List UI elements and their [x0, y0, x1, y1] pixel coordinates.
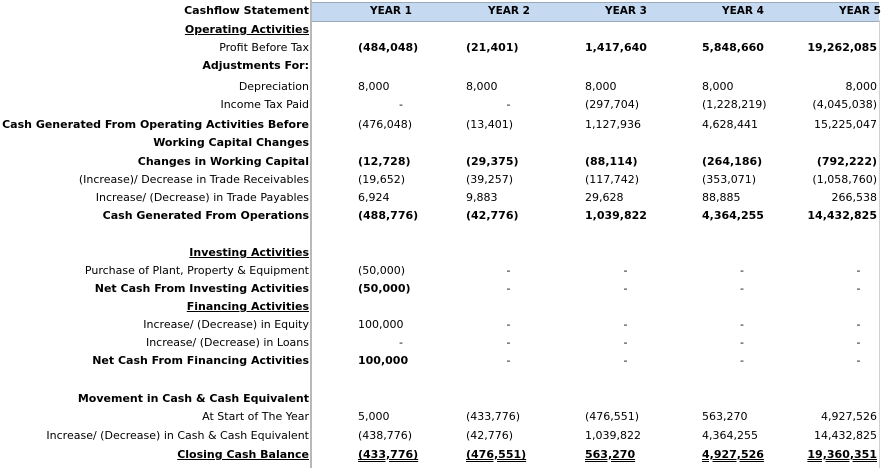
year-1-value: 100,000: [358, 318, 404, 331]
year-3-value: 1,039,822: [585, 429, 641, 442]
year-2-value: -: [506, 282, 511, 295]
year-3-value: (297,704): [585, 98, 640, 111]
table-row: [0, 57, 891, 75]
year-3-value: (476,551): [585, 410, 640, 423]
row-label: Cash Generated From Operations: [102, 209, 309, 222]
year-1-value: (476,048): [358, 118, 413, 131]
row-label: Investing Activities: [189, 246, 309, 259]
row-label: Net Cash From Investing Activities: [94, 282, 309, 295]
row-label: (Increase)/ Decrease in Trade Receivables: [78, 173, 309, 186]
year-5-value: 4,927,526: [821, 410, 877, 423]
year-1-value: -: [399, 336, 403, 349]
sheet-title: Cashflow Statement: [184, 4, 309, 17]
year-3-value: 1,127,936: [585, 118, 641, 131]
year-3-value: [527, 298, 644, 316]
year-5-value: [760, 21, 877, 39]
year-2-value: [410, 57, 527, 75]
year-3-value: -: [623, 264, 628, 277]
year-4-value: 563,270: [702, 410, 748, 423]
table-row: [0, 352, 891, 370]
year-3-value: -: [623, 336, 628, 349]
year-2-value: [410, 298, 527, 316]
year-5-value: (792,222): [816, 155, 877, 168]
year-5-header: YEAR 5: [839, 5, 881, 17]
row-label: Increase/ (Decrease) in Trade Payables: [95, 191, 309, 204]
row-label: Adjustments For:: [202, 59, 309, 72]
year-1-value: [312, 244, 410, 262]
year-3-value: [527, 244, 644, 262]
table-row: [0, 189, 891, 207]
year-4-value: [644, 390, 760, 408]
year-5-value: 15,225,047: [814, 118, 877, 131]
row-label: At Start of The Year: [202, 410, 309, 423]
row-label: Cash Generated From Operating Activities Before: [2, 118, 309, 131]
year-3-value: 1,417,640: [585, 41, 647, 54]
year-4-value: [644, 21, 760, 39]
year-1-header: YEAR 1: [370, 5, 412, 17]
year-1-value: [312, 57, 410, 75]
table-row: [0, 427, 891, 445]
year-5-value: -: [856, 354, 861, 367]
year-5-value: 8,000: [845, 80, 877, 93]
year-5-value: 19,360,351: [807, 448, 877, 461]
table-row: [0, 298, 891, 316]
year-4-value: 88,885: [702, 191, 741, 204]
year-5-value: -: [856, 264, 861, 277]
table-row: [0, 244, 891, 262]
year-4-value: [644, 134, 760, 152]
year-2-value: -: [506, 98, 511, 111]
year-2-value: 8,000: [466, 80, 498, 93]
year-3-value: -: [623, 318, 628, 331]
year-4-value: (264,186): [702, 155, 763, 168]
year-1-value: 100,000: [358, 354, 409, 367]
year-5-value: 14,432,825: [807, 209, 877, 222]
year-4-value: 8,000: [702, 80, 734, 93]
table-row: [0, 96, 891, 114]
year-4-value: -: [740, 336, 744, 349]
year-1-value: (488,776): [358, 209, 419, 222]
year-3-value: [527, 57, 644, 75]
year-4-header: YEAR 4: [722, 5, 764, 17]
table-row: [0, 78, 891, 96]
year-3-value: [527, 390, 644, 408]
year-2-value: (13,401): [466, 118, 514, 131]
year-5-value: [760, 57, 877, 75]
year-1-value: [312, 134, 410, 152]
year-1-value: (438,776): [358, 429, 413, 442]
table-row: [0, 39, 891, 57]
year-1-value: (50,000): [358, 282, 411, 295]
year-2-header: YEAR 2: [488, 5, 530, 17]
row-label: Increase/ (Decrease) in Equity: [143, 318, 309, 331]
year-5-value: -: [856, 318, 861, 331]
table-row: [0, 262, 891, 280]
year-4-value: -: [740, 282, 744, 295]
year-1-value: 5,000: [358, 410, 390, 423]
year-2-value: [410, 244, 527, 262]
year-4-value: 4,628,441: [702, 118, 758, 131]
year-4-value: 4,927,526: [702, 448, 764, 461]
year-4-value: 4,364,255: [702, 429, 758, 442]
year-5-value: (1,058,760): [812, 173, 877, 186]
year-4-value: -: [740, 318, 744, 331]
year-1-value: (50,000): [358, 264, 406, 277]
year-1-value: [312, 298, 410, 316]
year-3-value: -: [623, 282, 628, 295]
year-1-value: -: [399, 98, 403, 111]
year-2-value: [410, 21, 527, 39]
year-4-value: [644, 57, 760, 75]
year-4-value: -: [740, 264, 744, 277]
year-1-value: 8,000: [358, 80, 390, 93]
table-row: [0, 316, 891, 334]
year-2-value: -: [506, 264, 511, 277]
year-4-value: (353,071): [702, 173, 757, 186]
year-3-value: 1,039,822: [585, 209, 647, 222]
table-row: [0, 116, 891, 134]
year-2-value: (476,551): [466, 448, 527, 461]
year-1-value: [312, 21, 410, 39]
year-5-value: (4,045,038): [812, 98, 877, 111]
year-2-value: -: [506, 354, 511, 367]
year-3-value: (88,114): [585, 155, 638, 168]
year-1-value: 6,924: [358, 191, 390, 204]
year-4-value: 5,848,660: [702, 41, 764, 54]
year-2-value: [410, 134, 527, 152]
row-label: Income Tax Paid: [220, 98, 309, 111]
row-label: Profit Before Tax: [219, 41, 309, 54]
year-5-value: -: [856, 282, 861, 295]
table-row: [0, 280, 891, 298]
year-5-value: [760, 298, 877, 316]
row-label: Closing Cash Balance: [177, 448, 309, 461]
year-3-value: 29,628: [585, 191, 624, 204]
year-2-value: (42,776): [466, 429, 514, 442]
year-2-value: (29,375): [466, 155, 519, 168]
row-label: Movement in Cash & Cash Equivalent: [77, 392, 309, 405]
row-label: Purchase of Plant, Property & Equipment: [84, 264, 309, 277]
table-row: [0, 171, 891, 189]
row-label: Net Cash From Financing Activities: [92, 354, 309, 367]
row-label: Financing Activities: [186, 300, 309, 313]
year-5-value: 19,262,085: [807, 41, 877, 54]
year-2-value: [410, 390, 527, 408]
year-5-value: [760, 244, 877, 262]
year-4-value: 4,364,255: [702, 209, 764, 222]
year-1-value: (433,776): [358, 448, 419, 461]
year-4-value: -: [740, 354, 744, 367]
row-label: Depreciation: [238, 80, 309, 93]
year-3-header: YEAR 3: [605, 5, 647, 17]
year-3-value: [527, 21, 644, 39]
row-label: Operating Activities: [184, 23, 309, 36]
header-row: [0, 2, 891, 20]
year-4-value: (1,228,219): [702, 98, 767, 111]
year-3-value: [527, 134, 644, 152]
row-label: Working Capital Changes: [153, 136, 309, 149]
table-row: [0, 446, 891, 464]
table-row: [0, 134, 891, 152]
year-2-value: (42,776): [466, 209, 519, 222]
table-row: [0, 408, 891, 426]
year-3-value: 563,270: [585, 448, 636, 461]
row-label: Increase/ (Decrease) in Cash & Cash Equivalent: [46, 429, 309, 442]
year-1-value: [312, 390, 410, 408]
year-5-value: -: [856, 336, 861, 349]
year-3-value: -: [623, 354, 628, 367]
year-5-value: 266,538: [831, 191, 877, 204]
year-1-value: (484,048): [358, 41, 419, 54]
year-4-value: [644, 298, 760, 316]
year-2-value: -: [506, 336, 511, 349]
year-5-value: [760, 390, 877, 408]
year-2-value: (433,776): [466, 410, 521, 423]
year-5-value: 14,432,825: [814, 429, 877, 442]
year-2-value: -: [506, 318, 511, 331]
row-label: Increase/ (Decrease) in Loans: [145, 336, 309, 349]
year-3-value: (117,742): [585, 173, 640, 186]
table-row: [0, 153, 891, 171]
year-1-value: (12,728): [358, 155, 411, 168]
year-2-value: 9,883: [466, 191, 498, 204]
table-row: [0, 21, 891, 39]
table-row: [0, 334, 891, 352]
year-4-value: [644, 244, 760, 262]
row-label: Changes in Working Capital: [137, 155, 309, 168]
year-5-value: [760, 134, 877, 152]
year-1-value: (19,652): [358, 173, 406, 186]
table-row: [0, 207, 891, 225]
year-2-value: (21,401): [466, 41, 519, 54]
table-row: [0, 390, 891, 408]
year-3-value: 8,000: [585, 80, 617, 93]
year-2-value: (39,257): [466, 173, 514, 186]
